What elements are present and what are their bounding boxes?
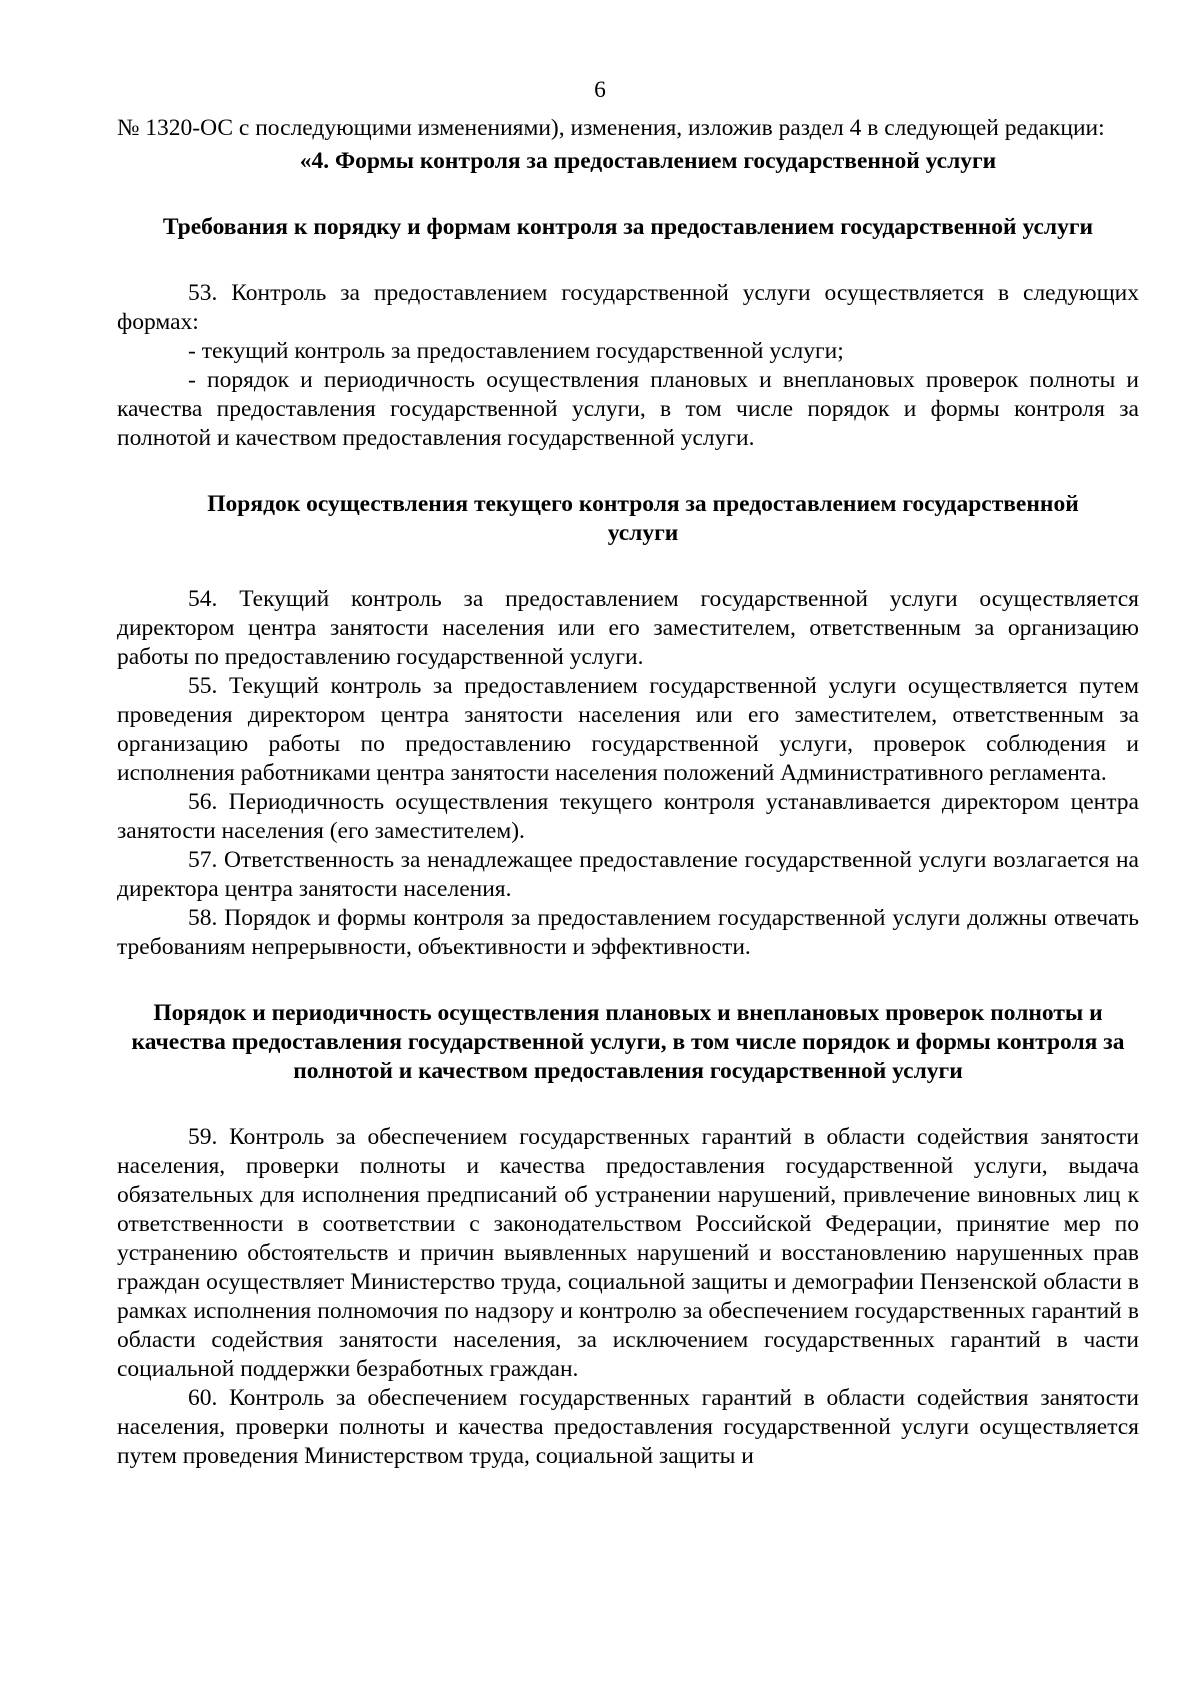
- paragraph-53-item-1: - текущий контроль за предоставлением государственной услуги;: [188, 338, 844, 364]
- paragraph-59: 59. Контроль за обеспечением государственных гарантий в области содействия занятости населения, проверки полноты и качества предоставления государственной услуги, выдача обязательных для исполнения предписаний об устранении нарушений, привлечение виновных лиц к ответственности в соответствии с законодательством Российской Федерации, принятие мер по устранению обстоятельств и причин выявленных нарушений и восстановлению нарушенных прав граждан осуществляет Министерство труда, социальной защиты и демографии Пензенской области в рамках исполнения полномочия по надзору и контролю за обеспечением государственных гарантий в области содействия занятости населения, за исключением государственных гарантий в части социальной поддержки безработных граждан.: [117, 1124, 1139, 1382]
- page-number: 6: [594, 77, 606, 103]
- heading-current-control: Порядок осуществления текущего контроля за предоставлением государственной услуги: [207, 491, 1079, 546]
- heading-inspections: Порядок и периодичность осуществления плановых и внеплановых проверок полноты и качества предоставления государственной услуги, в том числе порядок и формы контроля за полнотой и качеством предоставления государственной услуги: [131, 1000, 1125, 1084]
- paragraph-56: 56. Периодичность осуществления текущего контроля устанавливается директором центра занятости населения (его заместителем).: [117, 789, 1139, 844]
- intro-paragraph: № 1320-ОС с последующими изменениями), изменения, изложив раздел 4 в следующей редакции:: [117, 115, 1105, 141]
- paragraph-54: 54. Текущий контроль за предоставлением государственной услуги осуществляется директором центра занятости населения или его заместителем, ответственным за организацию работы по предоставлению государственной услуги.: [117, 586, 1139, 670]
- paragraph-60: 60. Контроль за обеспечением государственных гарантий в области содействия занятости населения, проверки полноты и качества предоставления государственной услуги осуществляется путем проведения Министерством труда, социальной защиты и: [117, 1385, 1139, 1469]
- paragraph-57: 57. Ответственность за ненадлежащее предоставление государственной услуги возлагается на директора центра занятости населения.: [117, 847, 1139, 902]
- section-title: «4. Формы контроля за предоставлением государственной услуги: [299, 148, 997, 174]
- paragraph-53-item-2: - порядок и периодичность осуществления плановых и внеплановых проверок полноты и качества предоставления государственной услуги, в том числе порядок и формы контроля за полнотой и качеством предоставления государственной услуги.: [117, 367, 1139, 451]
- paragraph-53: 53. Контроль за предоставлением государственной услуги осуществляется в следующих формах:: [117, 280, 1139, 335]
- document-body: [117, 114, 1139, 1471]
- paragraph-58: 58. Порядок и формы контроля за предоставлением государственной услуги должны отвечать требованиям непрерывности, объективности и эффективности.: [117, 905, 1139, 960]
- paragraph-55: 55. Текущий контроль за предоставлением государственной услуги осуществляется путем проведения директором центра занятости населения или его заместителем, ответственным за организацию работы по предоставлению государственной услуги, проверок соблюдения и исполнения работниками центра занятости населения положений Административного регламента.: [117, 673, 1139, 786]
- heading-requirements: Требования к порядку и формам контроля за предоставлением государственной услуги: [162, 214, 1094, 240]
